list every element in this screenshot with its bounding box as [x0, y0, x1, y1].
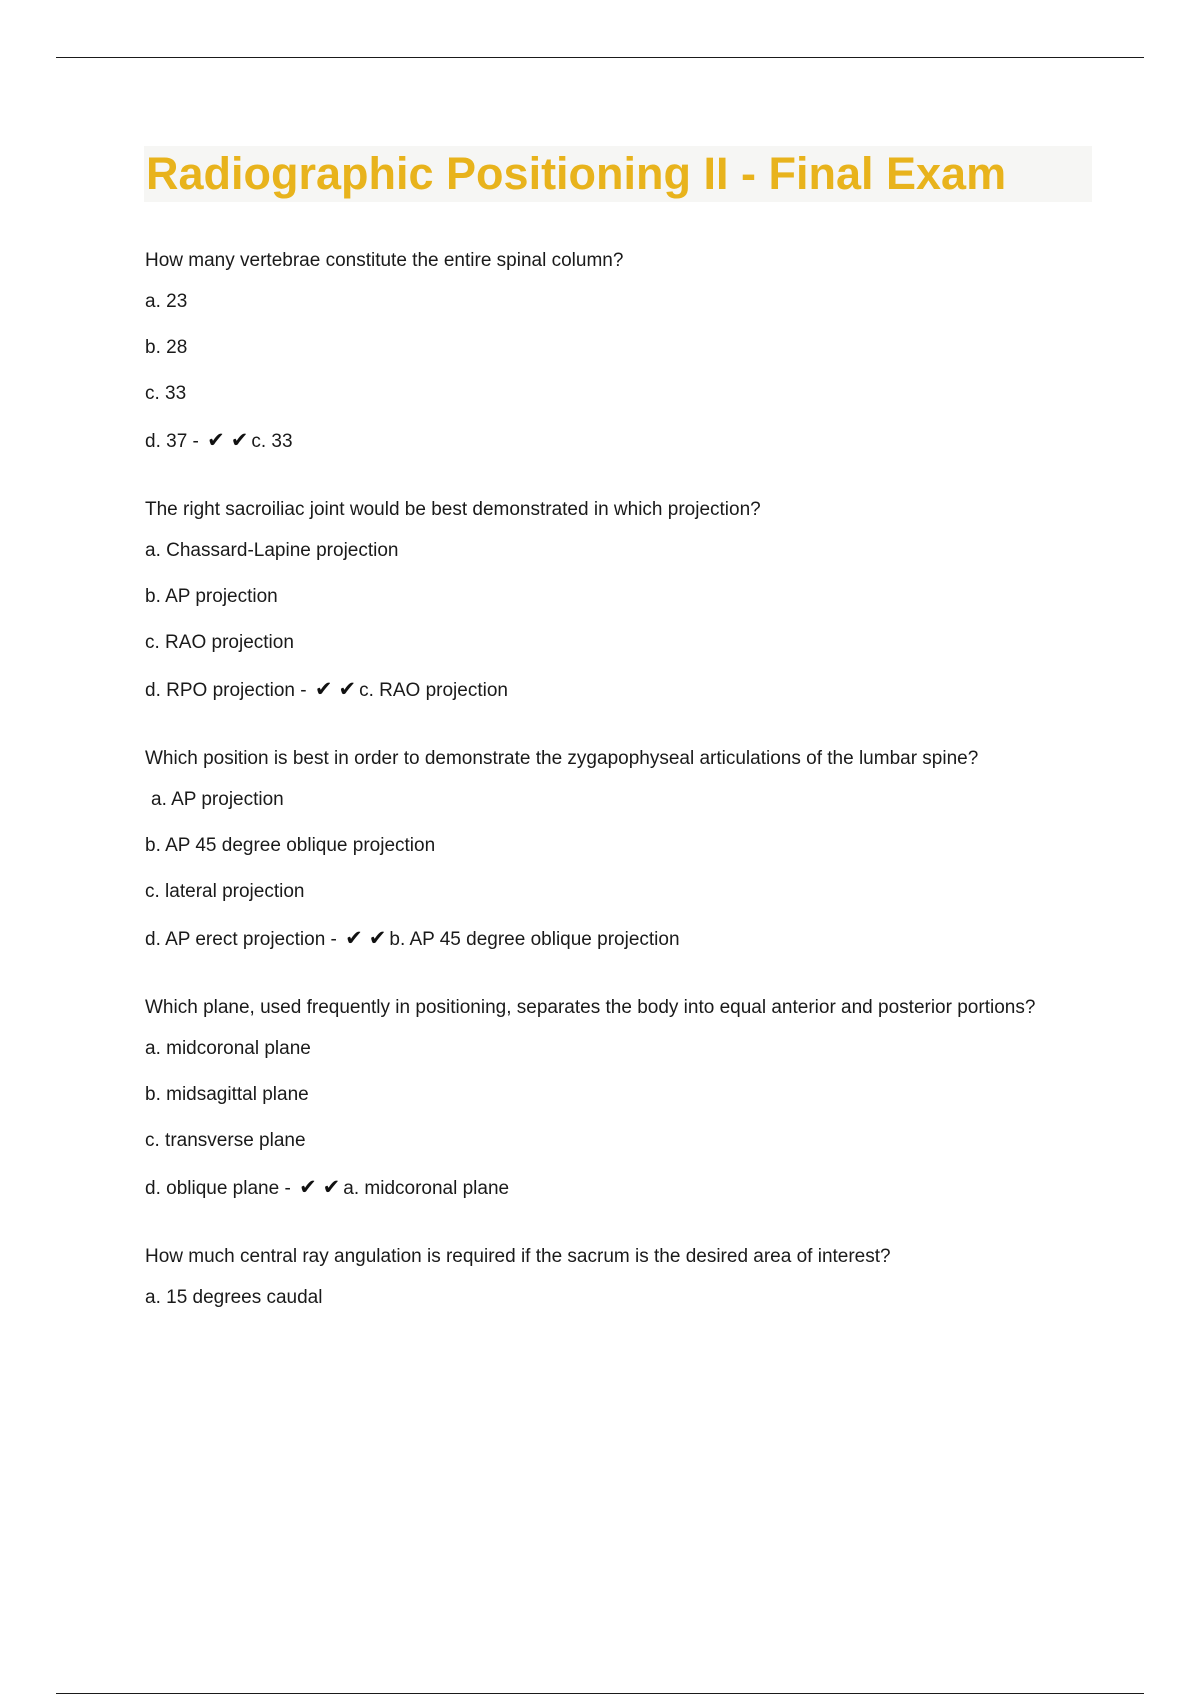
option-d-with-answer [145, 674, 1065, 704]
answer-text: c. 33 [251, 431, 293, 452]
question-block-4 [145, 993, 1065, 1202]
option-a: a. Chassard-Lapine projection [145, 540, 399, 561]
option-b: b. AP projection [145, 586, 278, 607]
question-list [145, 246, 1065, 1353]
checkmark-icon: ✔ [314, 677, 333, 701]
checkmark-icon: ✔ [368, 926, 387, 950]
checkmark-icon: ✔ [299, 1175, 317, 1199]
option-c: c. RAO projection [145, 632, 294, 653]
question-text: How much central ray angulation is required if the sacrum is the desired area of interest? [145, 1246, 891, 1267]
question-text: The right sacroiliac joint would be best demonstrated in which projection? [145, 499, 761, 520]
checkmark-icon: ✔ [338, 677, 357, 701]
question-block-1 [145, 246, 1065, 455]
option-d: d. oblique plane - [145, 1178, 291, 1199]
title-banner [144, 146, 1092, 202]
checkmark-icon: ✔ [207, 428, 225, 452]
option-c: c. lateral projection [145, 881, 305, 902]
checkmark-icon: ✔ [322, 1175, 341, 1199]
question-text: Which position is best in order to demonstrate the zygapophyseal articulations of the lumbar spine? [145, 748, 979, 769]
option-a: a. 23 [145, 291, 188, 312]
option-b: b. AP 45 degree oblique projection [145, 835, 436, 856]
option-a: a. AP projection [151, 789, 284, 810]
option-a: a. 15 degrees caudal [145, 1287, 323, 1308]
option-b: b. midsagittal plane [145, 1084, 309, 1105]
question-block-3 [145, 744, 1065, 953]
option-c: c. 33 [145, 383, 187, 404]
question-text: Which plane, used frequently in positioning, separates the body into equal anterior and posterior portions? [145, 997, 1036, 1018]
question-block-2 [145, 495, 1065, 704]
option-d-with-answer [145, 923, 1065, 953]
checkmark-icon: ✔ [230, 428, 249, 452]
answer-text: b. AP 45 degree oblique projection [389, 929, 680, 950]
header-rule [56, 57, 1144, 58]
option-a: a. midcoronal plane [145, 1038, 311, 1059]
question-block-5 [145, 1242, 1065, 1313]
answer-text: a. midcoronal plane [343, 1178, 510, 1199]
footer-rule [56, 1693, 1144, 1694]
document-title: Radiographic Positioning II - Final Exam [146, 148, 1007, 199]
option-d: d. AP erect projection - [145, 929, 337, 950]
option-b: b. 28 [145, 337, 188, 358]
question-text: How many vertebrae constitute the entire spinal column? [145, 250, 624, 271]
option-d-with-answer [145, 425, 1065, 455]
option-c: c. transverse plane [145, 1130, 306, 1151]
option-d: d. 37 - [145, 431, 199, 452]
option-d-with-answer [145, 1172, 1065, 1202]
checkmark-icon: ✔ [345, 926, 363, 950]
answer-text: c. RAO projection [359, 680, 508, 701]
option-d: d. RPO projection - [145, 680, 307, 701]
